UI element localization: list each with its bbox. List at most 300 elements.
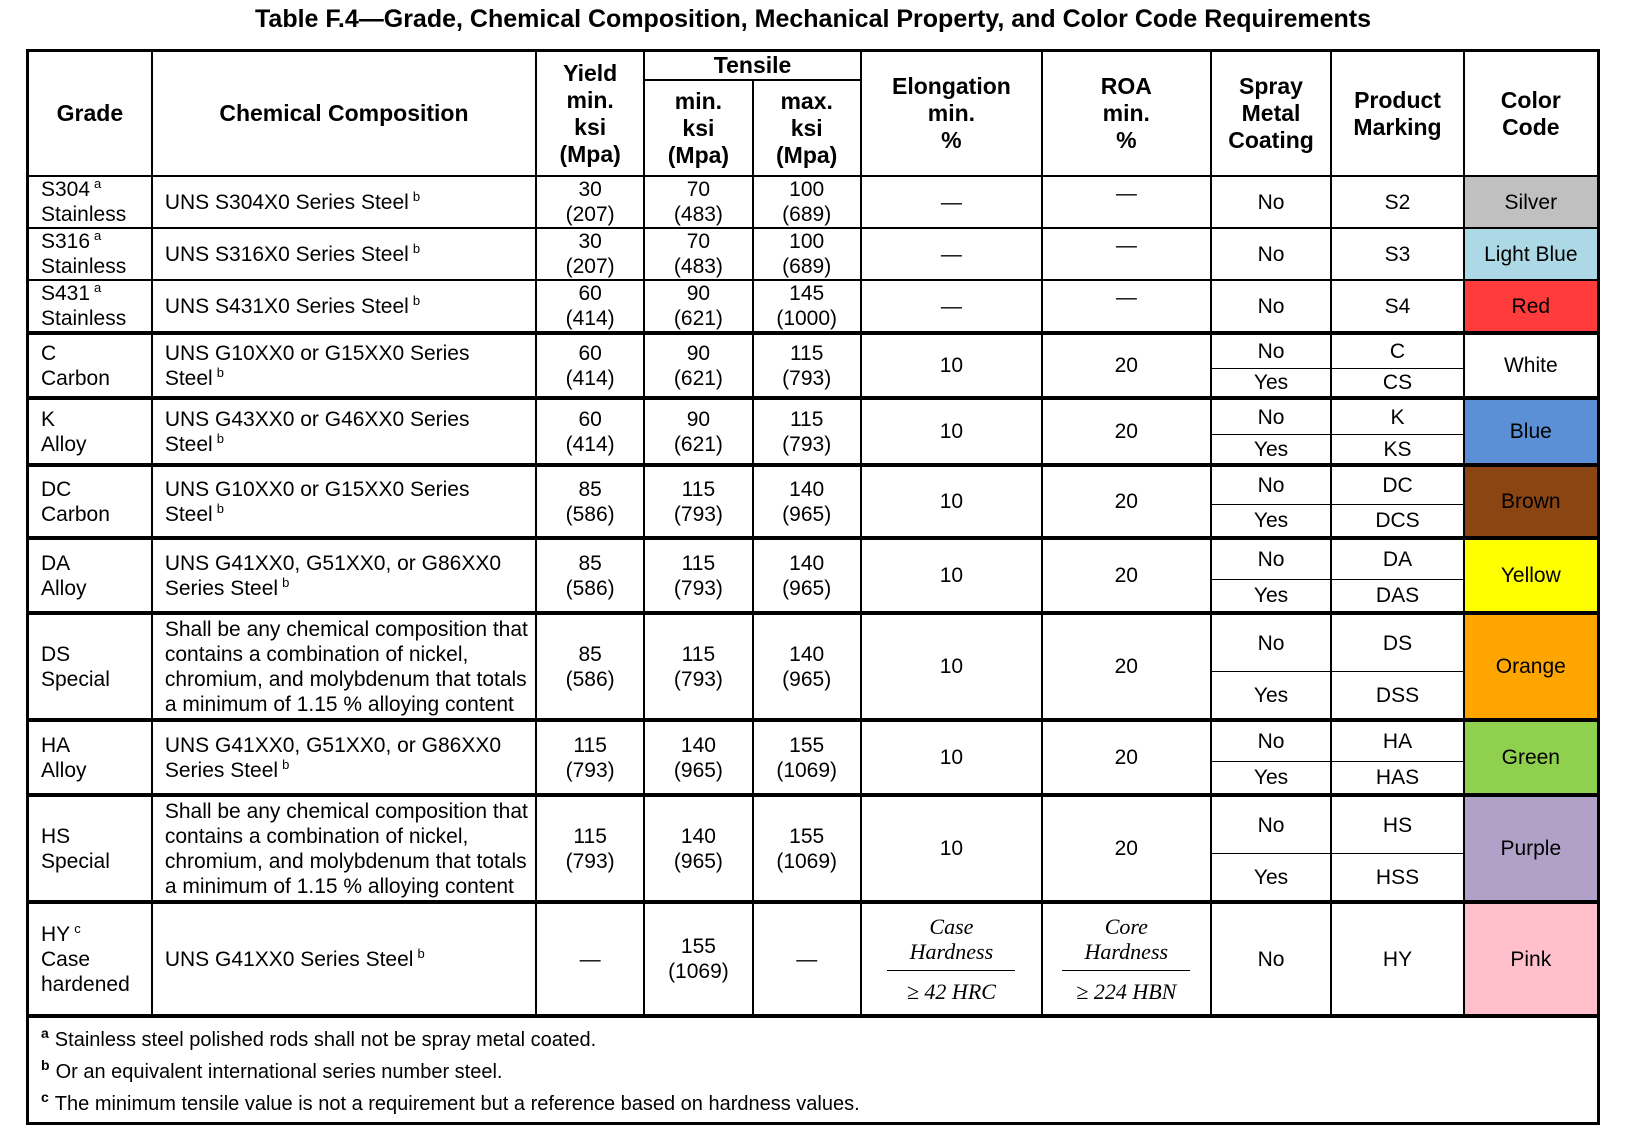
footnote-ref: b: [282, 574, 290, 590]
text-line: (414): [565, 432, 615, 456]
text-line: (414): [565, 366, 615, 390]
product-marking-cell: C: [1331, 333, 1463, 369]
roa-cell: 20: [1042, 720, 1211, 795]
text-line: 30: [578, 178, 602, 201]
text-line: %: [941, 127, 962, 153]
grade-type: Alloy: [41, 432, 87, 456]
product-marking-cell: DC: [1331, 465, 1463, 505]
yield-cell: [536, 465, 644, 538]
product-marking-cell: HA: [1331, 720, 1463, 762]
grade-cell: [29, 176, 152, 228]
grade-type: Carbon: [41, 366, 110, 390]
tensile-min-cell: [644, 795, 752, 902]
tensile-max-cell: [753, 398, 861, 465]
grade-code: S304: [41, 178, 91, 201]
roa-cell: [1042, 902, 1211, 1016]
header-roa: [1042, 52, 1211, 176]
text-line: 155: [789, 824, 825, 848]
grade-cell: [29, 795, 152, 902]
hardness-label: Core Hardness: [1062, 914, 1190, 971]
product-marking-cell: S2: [1331, 176, 1463, 228]
product-marking-cell: HS: [1331, 795, 1463, 854]
note-mark: c: [41, 1089, 49, 1106]
elongation-cell: —: [861, 228, 1042, 280]
spray-coating-cell: Yes: [1211, 672, 1332, 721]
text-line: (965): [782, 502, 832, 526]
text-line: (689): [782, 203, 832, 226]
tensile-min-cell: [644, 333, 752, 398]
text-line: (Mpa): [776, 141, 838, 168]
text-line: min.: [674, 87, 723, 114]
text-line: Series Steel: [164, 576, 279, 600]
footnote-ref: b: [216, 430, 224, 446]
grade-cell: [29, 613, 152, 720]
header-grade: Grade: [29, 52, 152, 176]
spray-coating-cell: No: [1211, 538, 1332, 580]
grade-cell: [29, 720, 152, 795]
header-product-marking: [1331, 52, 1463, 176]
table-header: [29, 52, 1597, 176]
text-line: Code: [1502, 113, 1560, 140]
roa-cell: 20: [1042, 465, 1211, 538]
elongation-cell: 10: [861, 398, 1042, 465]
text-line: Coating: [1228, 127, 1314, 153]
text-line: ksi: [682, 114, 715, 141]
table-row: [29, 902, 1597, 1016]
grade-type: Stainless: [41, 307, 127, 330]
text-line: 100: [789, 178, 825, 201]
text-line: 30: [578, 230, 602, 253]
grade-cell: [29, 398, 152, 465]
tensile-max-cell: [753, 720, 861, 795]
text-line: (793): [673, 576, 723, 600]
text-line: (483): [673, 255, 723, 278]
elongation-cell: —: [861, 176, 1042, 228]
elongation-cell: 10: [861, 333, 1042, 398]
elongation-cell: [861, 902, 1042, 1016]
text-line: contains a combination of nickel,: [164, 824, 469, 848]
footnote-ref: b: [412, 240, 421, 256]
grade-code: DC: [41, 477, 72, 501]
text-line: (1069): [668, 960, 729, 983]
color-code-cell: Red: [1464, 280, 1597, 333]
footnote-ref: a: [94, 176, 102, 191]
text-line: (414): [565, 307, 615, 330]
table-row: [29, 333, 1597, 369]
color-code-cell: Pink: [1464, 902, 1597, 1016]
product-marking-cell: S3: [1331, 228, 1463, 280]
text-line: 70: [686, 230, 711, 253]
product-marking-cell: K: [1331, 398, 1463, 435]
text-line: (586): [565, 576, 615, 600]
note-text: The minimum tensile value is not a requirement but a reference based on hardness values.: [54, 1093, 860, 1115]
footnote-ref: c: [74, 920, 81, 936]
text-line: min.: [1102, 100, 1150, 126]
yield-cell: [536, 280, 644, 333]
spray-coating-cell: Yes: [1211, 854, 1332, 903]
text-line: Metal: [1241, 100, 1301, 126]
text-line: (793): [565, 758, 615, 782]
grade-code: S431: [41, 282, 91, 305]
elongation-cell: 10: [861, 538, 1042, 613]
grade-type: Stainless: [41, 203, 127, 226]
table-row: [29, 795, 1597, 854]
text-line: 90: [686, 407, 711, 431]
yield-cell: [536, 176, 644, 228]
yield-cell: [536, 613, 644, 720]
notes-row: [29, 1016, 1597, 1124]
tensile-min-cell: [644, 176, 752, 228]
roa-cell: 20: [1042, 538, 1211, 613]
spray-coating-cell: Yes: [1211, 435, 1332, 466]
grade-cell: [29, 902, 152, 1016]
text-line: 60: [578, 341, 602, 365]
product-marking-cell: DSS: [1331, 672, 1463, 721]
grade-type: hardened: [41, 972, 130, 996]
text-line: (793): [782, 366, 832, 390]
chemical-composition-cell: [152, 795, 536, 902]
text-line: 140: [789, 477, 825, 501]
text-line: ROA: [1100, 73, 1152, 99]
note-mark: a: [41, 1025, 49, 1042]
text-line: UNS G10XX0 or G15XX0 Series: [164, 477, 470, 501]
yield-cell: [536, 228, 644, 280]
product-marking-cell: HSS: [1331, 854, 1463, 903]
text-line: Series Steel: [164, 758, 279, 782]
text-line: 60: [578, 282, 602, 305]
grade-code: DS: [41, 642, 71, 666]
product-marking-cell: DS: [1331, 613, 1463, 672]
color-code-cell: Purple: [1464, 795, 1597, 902]
text-line: 155: [680, 935, 716, 958]
tensile-max-cell: [753, 228, 861, 280]
table-row: [29, 398, 1597, 435]
header-tensile-max: [753, 80, 861, 176]
chemical-composition-cell: [152, 333, 536, 398]
table-row: [29, 228, 1597, 280]
text-line: (621): [673, 366, 723, 390]
text-line: 115: [573, 733, 607, 757]
color-code-cell: Silver: [1464, 176, 1597, 228]
text-line: (965): [782, 667, 832, 691]
text-line: UNS G10XX0 or G15XX0 Series: [164, 341, 470, 365]
text-line: (965): [673, 758, 723, 782]
notes-cell: [29, 1016, 1597, 1124]
text-line: (621): [673, 432, 723, 456]
spray-coating-cell: Yes: [1211, 505, 1332, 539]
footnote-ref: b: [282, 756, 290, 772]
table-row: [29, 538, 1597, 580]
color-code-cell: Light Blue: [1464, 228, 1597, 280]
tensile-min-cell: [644, 902, 752, 1016]
text-line: ksi: [790, 114, 823, 141]
text-line: (Mpa): [667, 141, 730, 168]
spray-coating-cell: No: [1211, 902, 1332, 1016]
tensile-min-cell: [644, 398, 752, 465]
text-line: (483): [673, 203, 723, 226]
text-line: Steel: [164, 502, 213, 526]
hardness-value: ≥ 42 HRC: [906, 979, 996, 1004]
text-line: 70: [686, 178, 711, 201]
grade-code: S316: [41, 230, 91, 253]
text-line: (586): [565, 667, 615, 691]
elongation-cell: —: [861, 280, 1042, 333]
grade-type: Alloy: [41, 576, 87, 600]
tensile-min-cell: [644, 720, 752, 795]
tensile-min-cell: [644, 280, 752, 333]
text-line: UNS S316X0 Series Steel: [164, 242, 409, 266]
text-line: Elongation: [891, 73, 1011, 99]
table-body: [29, 176, 1597, 1124]
text-line: 115: [681, 551, 716, 575]
color-code-cell: Orange: [1464, 613, 1597, 720]
roa-cell: —: [1042, 280, 1211, 333]
tensile-max-cell: [753, 795, 861, 902]
text-line: UNS S431X0 Series Steel: [164, 294, 409, 318]
hardness-value: ≥ 224 HBN: [1076, 979, 1177, 1004]
header-chemical-composition: Chemical Composition: [152, 52, 536, 176]
text-line: Shall be any chemical composition that: [164, 617, 528, 641]
chemical-composition-cell: [152, 398, 536, 465]
text-line: 115: [573, 824, 607, 848]
text-line: a minimum of 1.15 % alloying content: [164, 692, 514, 716]
text-line: UNS G41XX0, G51XX0, or G86XX0: [164, 551, 502, 575]
text-line: 115: [789, 341, 824, 365]
yield-cell: [536, 333, 644, 398]
spray-coating-cell: No: [1211, 280, 1332, 333]
grade-type: Case: [41, 947, 91, 971]
tensile-max-cell: [753, 465, 861, 538]
roa-cell: —: [1042, 176, 1211, 228]
header-tensile-min: [644, 80, 752, 176]
elongation-cell: 10: [861, 720, 1042, 795]
text-line: 155: [789, 733, 825, 757]
grade-type: Special: [41, 849, 110, 873]
text-line: (621): [673, 307, 723, 330]
text-line: Steel: [164, 432, 213, 456]
text-line: Color: [1500, 86, 1561, 113]
tensile-max-cell: [753, 613, 861, 720]
text-line: 145: [789, 282, 825, 305]
spray-coating-cell: Yes: [1211, 369, 1332, 399]
spray-coating-cell: No: [1211, 613, 1332, 672]
grade-code: HA: [41, 733, 71, 757]
text-line: Shall be any chemical composition that: [164, 799, 528, 823]
text-line: (793): [565, 849, 615, 873]
text-line: (1069): [776, 849, 838, 873]
table-row: [29, 465, 1597, 505]
text-line: (689): [782, 255, 832, 278]
text-line: 115: [681, 477, 716, 501]
roa-cell: 20: [1042, 333, 1211, 398]
color-code-cell: White: [1464, 333, 1597, 398]
tensile-max-cell: [753, 902, 861, 1016]
text-line: ksi: [574, 113, 607, 140]
grade-type: Carbon: [41, 502, 110, 526]
text-line: (207): [565, 203, 615, 226]
product-marking-cell: HY: [1331, 902, 1463, 1016]
text-line: —: [579, 947, 601, 971]
spray-coating-cell: No: [1211, 398, 1332, 435]
text-line: (586): [565, 502, 615, 526]
tensile-max-cell: [753, 333, 861, 398]
product-marking-cell: KS: [1331, 435, 1463, 466]
text-line: 90: [686, 282, 711, 305]
spray-coating-cell: No: [1211, 795, 1332, 854]
chemical-composition-cell: [152, 465, 536, 538]
elongation-cell: 10: [861, 795, 1042, 902]
table-row: [29, 613, 1597, 672]
table-title: Table F.4—Grade, Chemical Composition, Mechanical Property, and Color Code Requirements: [255, 5, 1371, 33]
roa-cell: —: [1042, 228, 1211, 280]
yield-cell: [536, 795, 644, 902]
header-spray-metal-coating: [1211, 52, 1332, 176]
text-line: (965): [673, 849, 723, 873]
requirements-table-frame: [26, 49, 1600, 1125]
tensile-min-cell: [644, 228, 752, 280]
header-tensile: Tensile: [644, 52, 861, 80]
text-line: Spray: [1239, 73, 1303, 99]
text-line: Product: [1354, 86, 1441, 113]
text-line: chromium, and molybdenum that totals: [164, 849, 527, 873]
text-line: (1000): [776, 307, 838, 330]
chemical-composition-cell: [152, 176, 536, 228]
text-line: 140: [789, 551, 825, 575]
text-line: 85: [578, 642, 602, 666]
product-marking-cell: HAS: [1331, 762, 1463, 796]
text-line: 140: [680, 733, 716, 757]
grade-type: Alloy: [41, 758, 87, 782]
color-code-cell: Brown: [1464, 465, 1597, 538]
text-line: 90: [686, 341, 711, 365]
header-row: [29, 52, 1597, 80]
color-code-cell: Blue: [1464, 398, 1597, 465]
elongation-cell: 10: [861, 613, 1042, 720]
spray-coating-cell: No: [1211, 720, 1332, 762]
grade-cell: [29, 228, 152, 280]
text-line: (793): [782, 432, 832, 456]
grade-code: DA: [41, 551, 71, 575]
text-line: chromium, and molybdenum that totals: [164, 667, 527, 691]
text-line: UNS G41XX0, G51XX0, or G86XX0: [164, 733, 502, 757]
chemical-composition-cell: [152, 228, 536, 280]
color-code-cell: Green: [1464, 720, 1597, 795]
text-line: 140: [789, 642, 825, 666]
grade-code: K: [41, 407, 56, 431]
roa-cell: 20: [1042, 613, 1211, 720]
text-line: 60: [578, 407, 602, 431]
text-line: a minimum of 1.15 % alloying content: [164, 874, 514, 898]
header-elongation: [861, 52, 1042, 176]
tensile-min-cell: [644, 613, 752, 720]
spray-coating-cell: No: [1211, 333, 1332, 369]
text-line: UNS S304X0 Series Steel: [164, 190, 409, 214]
text-line: 85: [578, 551, 602, 575]
roa-cell: 20: [1042, 795, 1211, 902]
text-line: Steel: [164, 366, 213, 390]
table-row: [29, 176, 1597, 228]
text-line: (1069): [776, 758, 838, 782]
grade-cell: [29, 333, 152, 398]
text-line: (793): [673, 667, 723, 691]
yield-cell: [536, 538, 644, 613]
elongation-cell: 10: [861, 465, 1042, 538]
text-line: 100: [789, 230, 825, 253]
spray-coating-cell: Yes: [1211, 580, 1332, 614]
text-line: contains a combination of nickel,: [164, 642, 469, 666]
text-line: min.: [927, 100, 976, 126]
footnote-ref: b: [216, 500, 224, 516]
chemical-composition-cell: [152, 538, 536, 613]
chemical-composition-cell: [152, 902, 536, 1016]
grade-cell: [29, 465, 152, 538]
text-line: (793): [673, 502, 723, 526]
product-marking-cell: S4: [1331, 280, 1463, 333]
color-code-cell: Yellow: [1464, 538, 1597, 613]
product-marking-cell: DA: [1331, 538, 1463, 580]
text-line: 115: [789, 407, 824, 431]
text-line: %: [1116, 127, 1137, 153]
spray-coating-cell: No: [1211, 228, 1332, 280]
yield-cell: [536, 902, 644, 1016]
table-row: [29, 280, 1597, 333]
footnote-ref: b: [216, 364, 224, 380]
footnote-ref: b: [417, 945, 425, 961]
grade-code: HS: [41, 824, 71, 848]
chemical-composition-cell: [152, 280, 536, 333]
text-line: Yield: [563, 59, 618, 86]
roa-cell: 20: [1042, 398, 1211, 465]
note-text: Stainless steel polished rods shall not be spray metal coated.: [54, 1029, 597, 1051]
requirements-table: [29, 52, 1597, 1124]
note-mark: b: [41, 1057, 50, 1074]
product-marking-cell: DAS: [1331, 580, 1463, 614]
text-line: 140: [680, 824, 716, 848]
tensile-max-cell: [753, 538, 861, 613]
text-line: Marking: [1353, 113, 1442, 140]
text-line: min.: [566, 86, 614, 113]
header-color-code: [1464, 52, 1597, 176]
note-text: Or an equivalent international series number steel.: [55, 1061, 503, 1083]
text-line: —: [796, 947, 818, 971]
tensile-max-cell: [753, 176, 861, 228]
tensile-min-cell: [644, 465, 752, 538]
footnote-ref: a: [94, 228, 102, 243]
header-yield: [536, 52, 644, 176]
grade-cell: [29, 280, 152, 333]
text-line: UNS G41XX0 Series Steel: [164, 947, 414, 971]
footnote-ref: a: [94, 280, 102, 295]
grade-code: C: [41, 341, 57, 365]
grade-cell: [29, 538, 152, 613]
footnote-ref: b: [412, 188, 421, 204]
grade-code: HY: [41, 922, 71, 946]
table-row: [29, 720, 1597, 762]
spray-coating-cell: No: [1211, 465, 1332, 505]
product-marking-cell: DCS: [1331, 505, 1463, 539]
spray-coating-cell: Yes: [1211, 762, 1332, 796]
text-line: (207): [565, 255, 615, 278]
yield-cell: [536, 398, 644, 465]
text-line: 85: [578, 477, 602, 501]
tensile-min-cell: [644, 538, 752, 613]
text-line: (965): [782, 576, 832, 600]
hardness-label: Case Hardness: [887, 914, 1015, 971]
chemical-composition-cell: [152, 613, 536, 720]
spray-coating-cell: No: [1211, 176, 1332, 228]
text-line: UNS G43XX0 or G46XX0 Series: [164, 407, 470, 431]
grade-type: Stainless: [41, 255, 127, 278]
